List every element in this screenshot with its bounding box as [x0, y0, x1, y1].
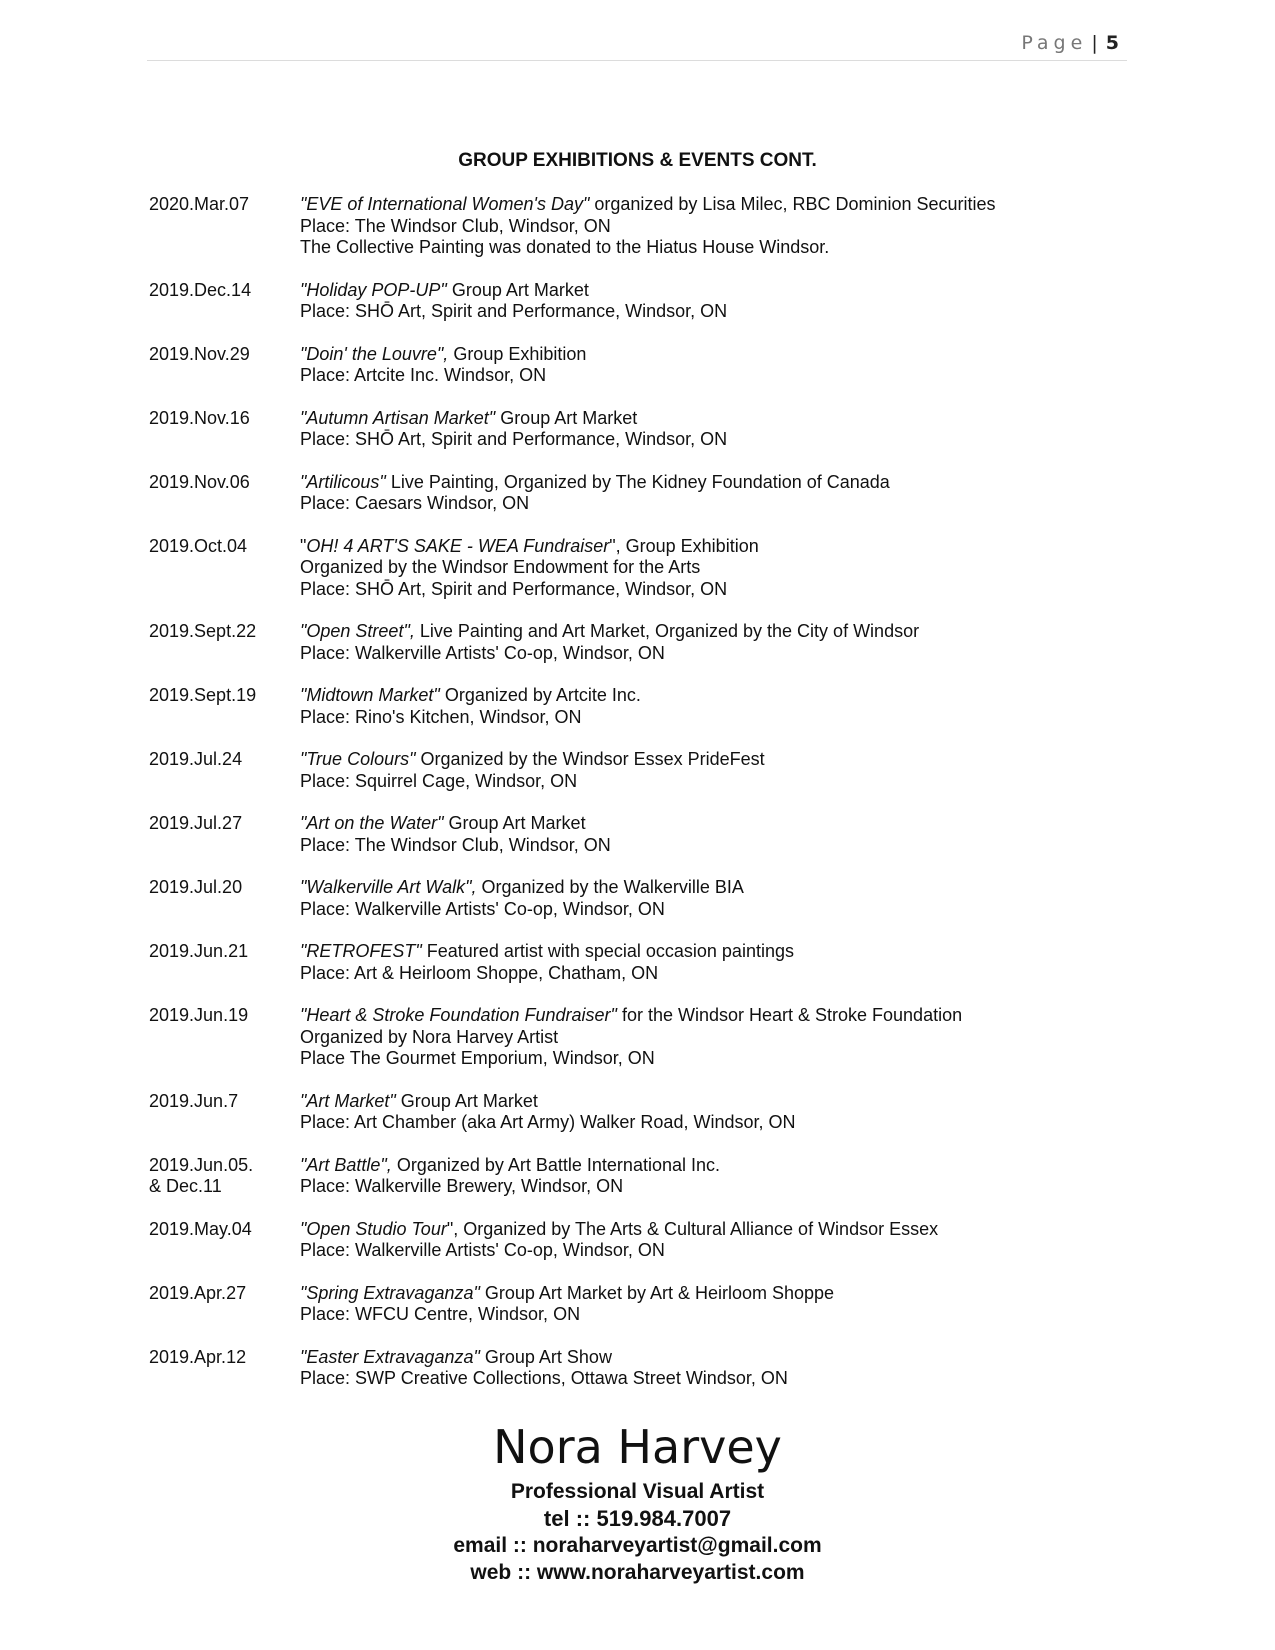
- entry-details: [300, 1219, 1149, 1262]
- entry-detail-line: [300, 899, 1149, 921]
- entry-headline: [300, 877, 1149, 899]
- entry-text: The Collective Painting was donated to the Hiatus House Windsor.: [300, 237, 830, 257]
- entry-detail-line: [300, 643, 1149, 665]
- entry-date: [149, 1347, 300, 1390]
- entry-details: [300, 1155, 1149, 1198]
- entry-details: [300, 408, 1149, 451]
- exhibition-entry: [149, 472, 1149, 515]
- entry-date-line: 2019.Apr.12: [149, 1346, 247, 1367]
- entry-text: Place: The Windsor Club, Windsor, ON: [300, 834, 611, 855]
- entry-date: [149, 1005, 300, 1070]
- artist-subtitle: Professional Visual Artist: [510, 1480, 765, 1503]
- exhibition-entry: [149, 1283, 1149, 1326]
- exhibition-entry: [149, 194, 1149, 259]
- exhibition-entry: [149, 621, 1149, 664]
- entry-text: Place: Caesars Windsor, ON: [300, 493, 530, 513]
- entry-text: Organized by the Windsor Essex PrideFest: [415, 749, 765, 769]
- entry-headline: [300, 194, 1149, 216]
- contact-footer: [0, 1418, 1275, 1586]
- entry-detail-line: [300, 1240, 1149, 1262]
- entry-date-line: 2020.Mar.07: [149, 194, 250, 214]
- entry-text: Group Art Market: [443, 813, 586, 833]
- entry-date: [149, 1155, 300, 1198]
- entry-details: [300, 749, 1149, 792]
- entry-text: Place: Walkerville Artists' Co-op, Windsor, ON: [300, 898, 665, 919]
- exhibition-entry: [149, 813, 1149, 856]
- event-title: "Artilicous": [300, 471, 386, 492]
- entry-detail-line: [300, 301, 1149, 323]
- exhibition-entry: [149, 1347, 1149, 1390]
- entry-text: Place: Rino's Kitchen, Windsor, ON: [300, 706, 582, 727]
- entry-text: Place: WFCU Centre, Windsor, ON: [300, 1304, 581, 1324]
- entry-detail-line: [300, 557, 1149, 579]
- entry-details: [300, 621, 1149, 664]
- entry-detail-line: [300, 429, 1149, 451]
- exhibition-entry: [149, 1091, 1149, 1134]
- entry-text: Featured artist with special occasion paintings: [421, 941, 794, 961]
- exhibition-entry: [149, 1155, 1149, 1198]
- entry-detail-line: [300, 579, 1149, 601]
- entry-text: Place: Art Chamber (aka Art Army) Walker Road, Windsor, ON: [300, 1112, 796, 1132]
- entry-headline: [300, 621, 1149, 643]
- entry-text: Place The Gourmet Emporium, Windsor, ON: [300, 1048, 655, 1068]
- entry-date: [149, 877, 300, 920]
- entry-date-line: 2019.Dec.14: [149, 279, 252, 300]
- entry-date-line: 2019.Jul.27: [149, 813, 243, 833]
- exhibition-entry: [149, 749, 1149, 792]
- event-title: "Midtown Market": [300, 685, 440, 705]
- event-title: "Open Studio Tour: [300, 1218, 447, 1239]
- exhibition-entry: [149, 685, 1149, 728]
- entry-detail-line: [300, 1304, 1149, 1326]
- entry-detail-line: [300, 1027, 1149, 1049]
- page-header: [147, 26, 1127, 61]
- event-title: "Easter Extravaganza": [300, 1346, 480, 1367]
- entry-headline: [300, 536, 1149, 558]
- entry-detail-line: [300, 493, 1149, 515]
- entry-text: Group Art Show: [479, 1346, 612, 1367]
- entry-text: ", Organized by The Arts & Cultural Alliance of Windsor Essex: [446, 1218, 939, 1239]
- artist-name: Nora Harvey: [493, 1420, 782, 1474]
- entry-text: ", Group Exhibition: [609, 535, 759, 556]
- entry-date: [149, 941, 300, 984]
- exhibition-entry: [149, 1219, 1149, 1262]
- event-title: "Walkerville Art Walk",: [300, 877, 477, 897]
- entry-text: Place: Artcite Inc. Windsor, ON: [300, 365, 547, 385]
- entry-text: Group Art Market by Art & Heirloom Shoppe: [479, 1282, 835, 1303]
- entry-details: [300, 344, 1149, 387]
- entry-date-line: 2019.Jul.24: [149, 749, 243, 769]
- entry-detail-line: [300, 237, 1149, 259]
- entry-text: Place: Walkerville Brewery, Windsor, ON: [300, 1176, 624, 1196]
- event-title: "Heart & Stroke Foundation Fundraiser": [300, 1005, 617, 1025]
- entry-text: Group Art Market: [495, 407, 638, 428]
- event-title: "RETROFEST": [300, 941, 422, 961]
- entry-headline: [300, 685, 1149, 707]
- entry-date-line: & Dec.11: [149, 1176, 222, 1196]
- entry-headline: [300, 941, 1149, 963]
- exhibition-entry: [149, 941, 1149, 984]
- entry-text: Live Painting, Organized by The Kidney Foundation of Canada: [385, 471, 890, 492]
- entry-text: Place: Art & Heirloom Shoppe, Chatham, ON: [300, 962, 659, 983]
- entry-detail-line: [300, 365, 1149, 387]
- entry-headline: [300, 408, 1149, 430]
- entry-detail-line: [300, 1048, 1149, 1070]
- exhibition-list: [149, 194, 1149, 1411]
- event-title: "Spring Extravaganza": [300, 1282, 480, 1303]
- entry-details: [300, 1005, 1149, 1070]
- entry-date-line: 2019.May.04: [149, 1218, 252, 1239]
- entry-text: Place: SHŌ Art, Spirit and Performance, Windsor, ON: [300, 578, 728, 599]
- entry-text: Place: Squirrel Cage, Windsor, ON: [300, 770, 578, 791]
- entry-date: [149, 1219, 300, 1262]
- entry-date-line: 2019.Jul.20: [149, 877, 243, 897]
- entry-text: ": [300, 535, 307, 556]
- entry-headline: [300, 472, 1149, 494]
- entry-date: [149, 685, 300, 728]
- entry-text: Organized by Nora Harvey Artist: [300, 1026, 559, 1047]
- exhibition-entry: [149, 1005, 1149, 1070]
- entry-details: [300, 941, 1149, 984]
- entry-text: Place: SHŌ Art, Spirit and Performance, Windsor, ON: [300, 429, 728, 449]
- entry-details: [300, 1283, 1149, 1326]
- entry-text: Group Exhibition: [448, 343, 587, 364]
- entry-text: Organized by Artcite Inc.: [439, 685, 641, 705]
- page-number-value: 5: [1105, 32, 1119, 54]
- entry-text: Group Art Market: [446, 279, 589, 300]
- exhibition-entry: [149, 344, 1149, 387]
- entry-details: [300, 813, 1149, 856]
- entry-detail-line: [300, 835, 1149, 857]
- entry-details: [300, 1091, 1149, 1134]
- entry-detail-line: [300, 707, 1149, 729]
- entry-date: [149, 536, 300, 601]
- entry-date-line: 2019.Jun.19: [149, 1005, 249, 1025]
- entry-headline: [300, 749, 1149, 771]
- entry-headline: [300, 1155, 1149, 1177]
- event-title: "Doin' the Louvre",: [300, 343, 449, 364]
- event-title: "Holiday POP-UP": [300, 279, 447, 300]
- section-title: GROUP EXHIBITIONS & EVENTS CONT.: [458, 150, 817, 171]
- entry-headline: [300, 1005, 1149, 1027]
- phone-number: tel :: 519.984.7007: [543, 1506, 732, 1531]
- entry-details: [300, 1347, 1149, 1390]
- entry-detail-line: [300, 1176, 1149, 1198]
- entry-text: Organized by the Windsor Endowment for the Arts: [300, 557, 701, 577]
- entry-details: [300, 472, 1149, 515]
- entry-detail-line: [300, 216, 1149, 238]
- event-title: "True Colours": [300, 749, 416, 769]
- entry-text: Place: Walkerville Artists' Co-op, Windsor, ON: [300, 642, 665, 663]
- entry-date-line: 2019.Oct.04: [149, 535, 248, 556]
- event-title: "Art Battle",: [300, 1154, 392, 1175]
- entry-text: Live Painting and Art Market, Organized by the City of Windsor: [414, 621, 920, 641]
- entry-headline: [300, 1091, 1149, 1113]
- entry-date: [149, 813, 300, 856]
- email-address: email :: noraharveyartist@gmail.com: [453, 1534, 822, 1557]
- entry-text: Organized by Art Battle International Inc.: [391, 1154, 720, 1175]
- website-address: web :: www.noraharveyartist.com: [470, 1561, 805, 1584]
- entry-text: Group Art Market: [395, 1090, 538, 1111]
- entry-text: Place: SWP Creative Collections, Ottawa Street Windsor, ON: [300, 1368, 788, 1388]
- entry-date-line: 2019.Sept.22: [149, 621, 257, 641]
- entry-detail-line: [300, 963, 1149, 985]
- page-number: [1021, 32, 1119, 54]
- entry-detail-line: [300, 1112, 1149, 1134]
- entry-text: Organized by the Walkerville BIA: [476, 877, 744, 897]
- entry-date: [149, 194, 300, 259]
- entry-date: [149, 1283, 300, 1326]
- entry-text: Place: The Windsor Club, Windsor, ON: [300, 215, 611, 236]
- event-title: "Art on the Water": [300, 813, 444, 833]
- entry-details: [300, 536, 1149, 601]
- entry-details: [300, 685, 1149, 728]
- exhibition-entry: [149, 408, 1149, 451]
- entry-headline: [300, 280, 1149, 302]
- entry-date-line: 2019.Nov.29: [149, 343, 250, 364]
- entry-headline: [300, 1347, 1149, 1369]
- event-title: "Open Street",: [300, 621, 415, 641]
- entry-headline: [300, 813, 1149, 835]
- entry-date: [149, 472, 300, 515]
- entry-date: [149, 749, 300, 792]
- entry-date: [149, 280, 300, 323]
- entry-headline: [300, 344, 1149, 366]
- entry-date-line: 2019.Sept.19: [149, 685, 257, 705]
- entry-date-line: 2019.Jun.05.: [149, 1154, 254, 1175]
- entry-date: [149, 1091, 300, 1134]
- entry-text: organized by Lisa Milec, RBC Dominion Securities: [589, 194, 996, 214]
- entry-date-line: 2019.Nov.06: [149, 471, 250, 492]
- exhibition-entry: [149, 877, 1149, 920]
- entry-date-line: 2019.Jun.7: [149, 1090, 239, 1111]
- entry-text: Place: Walkerville Artists' Co-op, Windsor, ON: [300, 1240, 665, 1260]
- event-title: OH! 4 ART'S SAKE - WEA Fundraiser: [306, 535, 610, 556]
- entry-detail-line: [300, 1368, 1149, 1390]
- entry-date-line: 2019.Apr.27: [149, 1282, 247, 1303]
- entry-text: Place: SHŌ Art, Spirit and Performance, Windsor, ON: [300, 301, 728, 321]
- entry-date: [149, 408, 300, 451]
- entry-headline: [300, 1283, 1149, 1305]
- entry-details: [300, 194, 1149, 259]
- entry-details: [300, 280, 1149, 323]
- entry-headline: [300, 1219, 1149, 1241]
- entry-text: for the Windsor Heart & Stroke Foundation: [616, 1005, 963, 1025]
- exhibition-entry: [149, 536, 1149, 601]
- page-label: Page: [1021, 32, 1088, 54]
- entry-date: [149, 621, 300, 664]
- entry-date-line: 2019.Jun.21: [149, 941, 249, 961]
- entry-detail-line: [300, 771, 1149, 793]
- event-title: "Autumn Artisan Market": [300, 407, 496, 428]
- event-title: "EVE of International Women's Day": [300, 194, 590, 214]
- entry-details: [300, 877, 1149, 920]
- page-separator: |: [1091, 32, 1098, 54]
- event-title: "Art Market": [300, 1090, 396, 1111]
- entry-date: [149, 344, 300, 387]
- entry-date-line: 2019.Nov.16: [149, 407, 250, 428]
- exhibition-entry: [149, 280, 1149, 323]
